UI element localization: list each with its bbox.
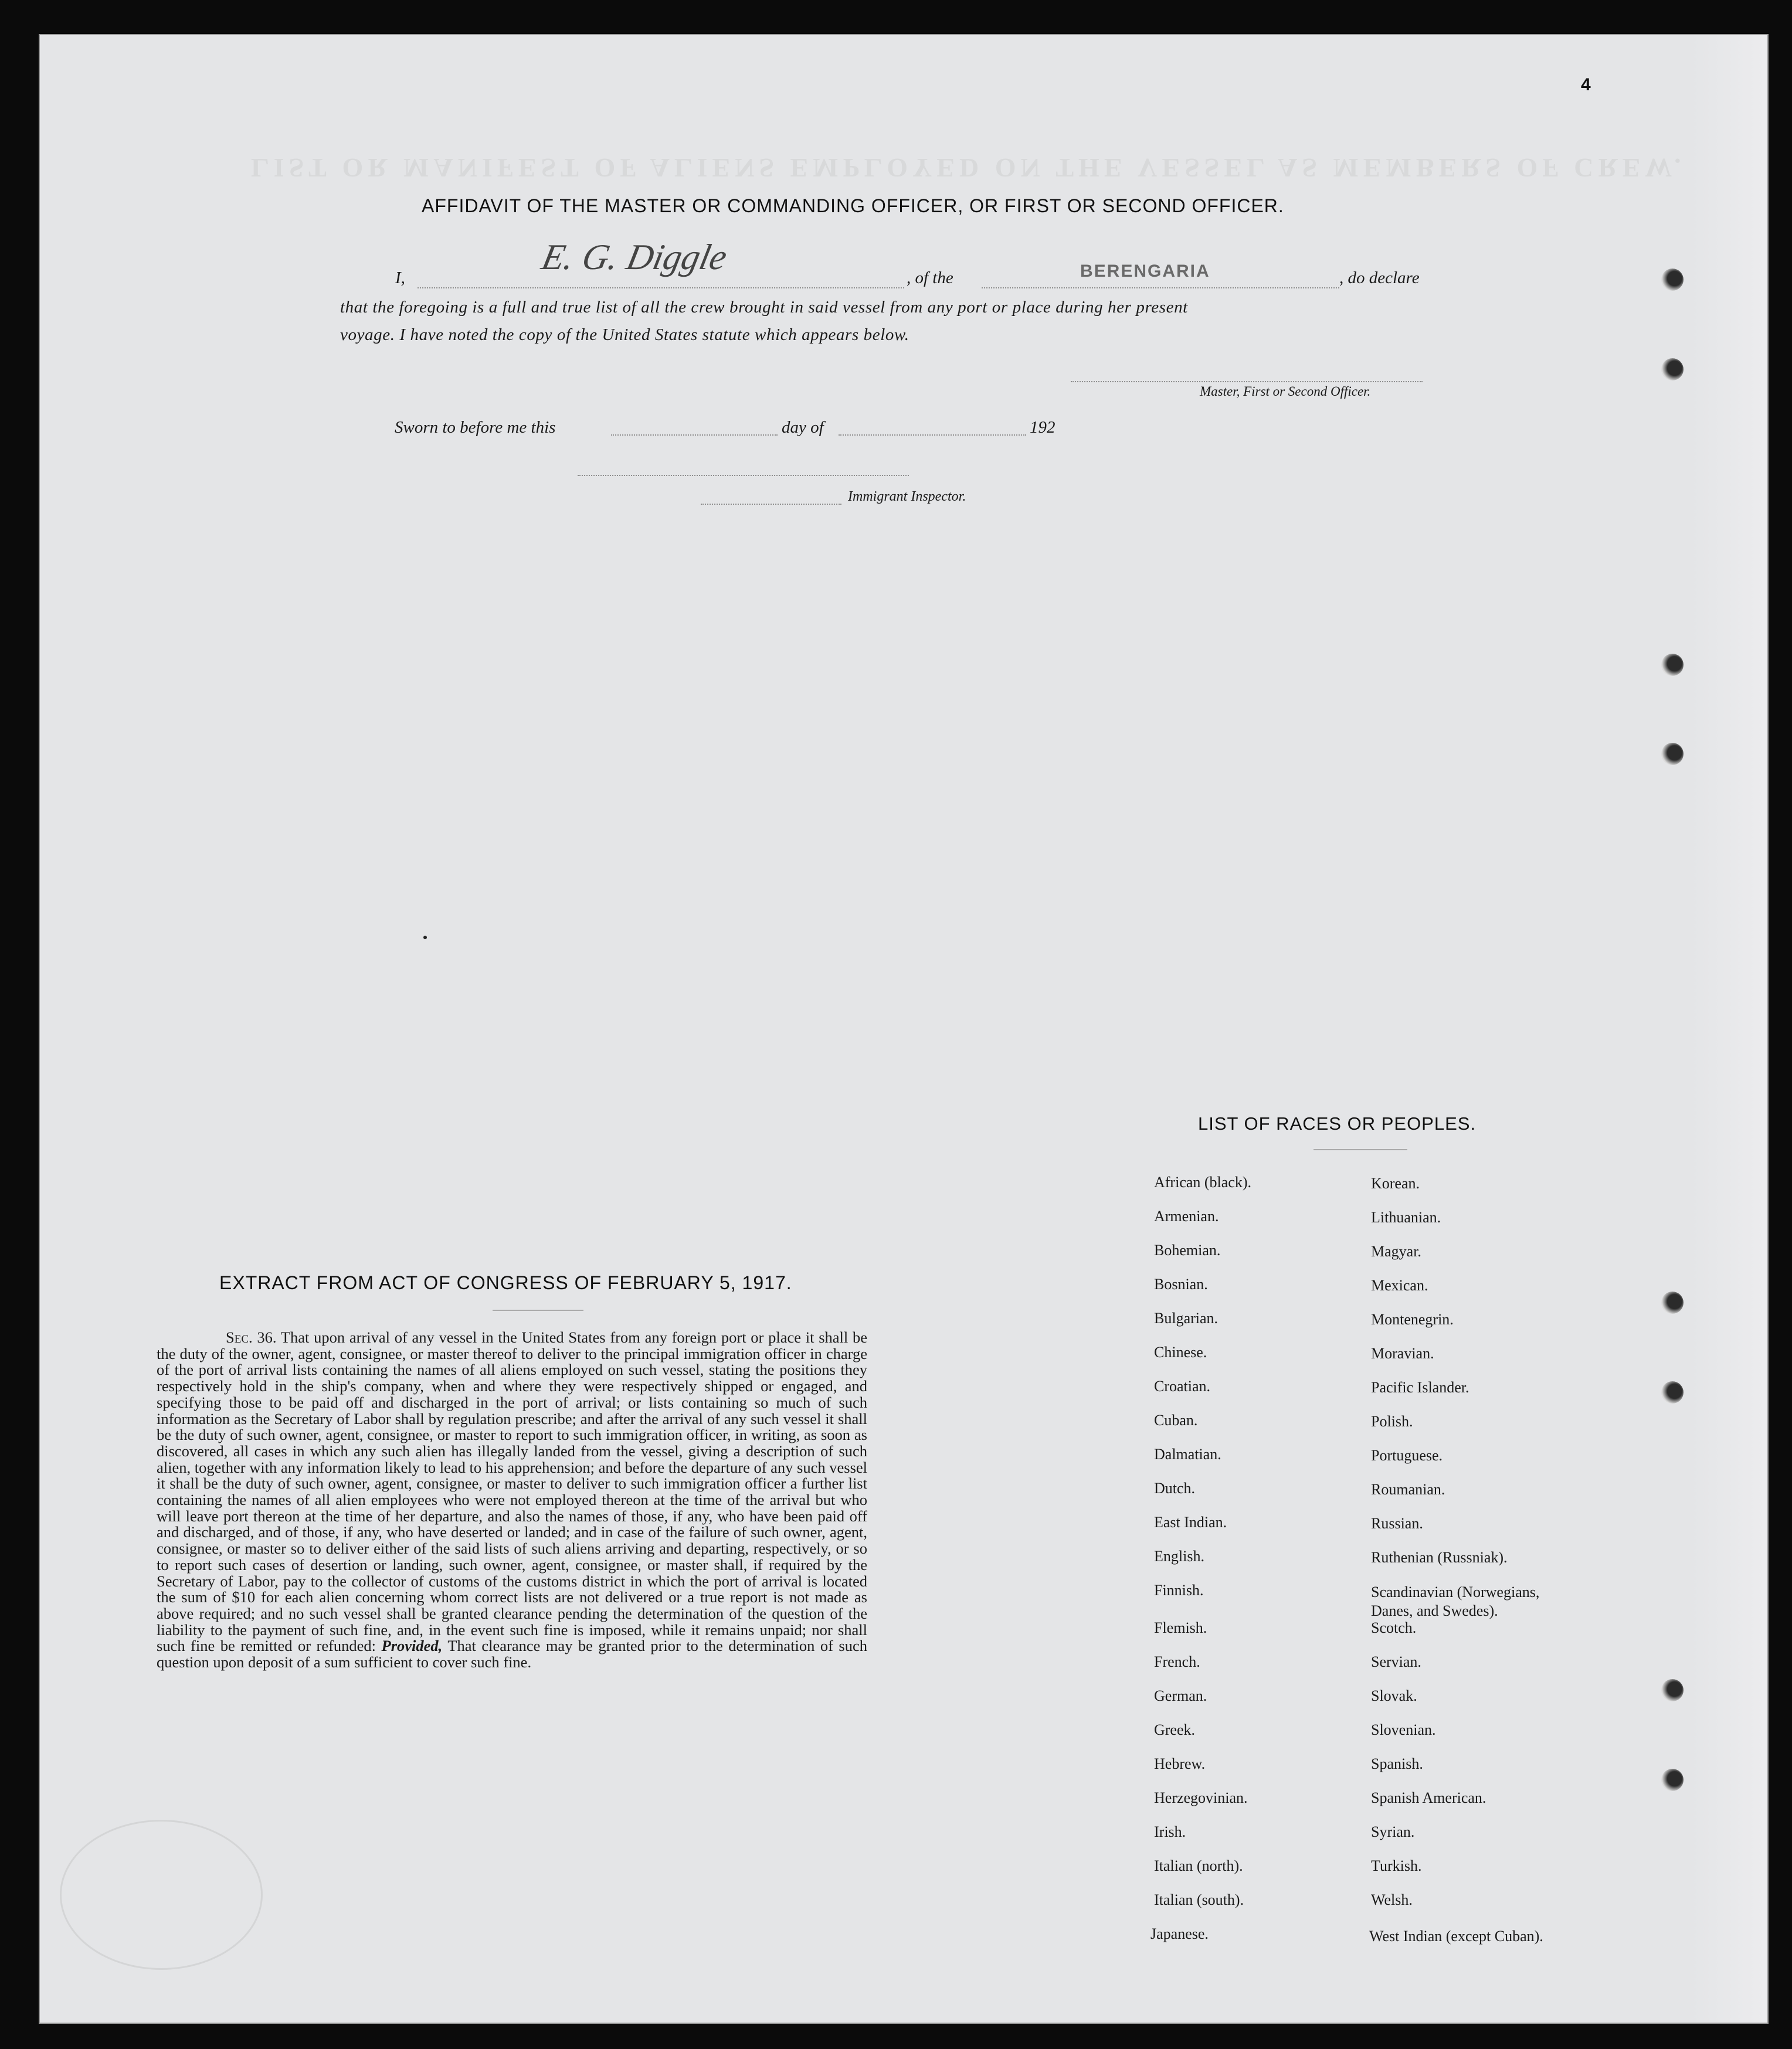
race-item: Slovak. <box>1371 1687 1417 1704</box>
race-item: Flemish. <box>1154 1619 1207 1636</box>
race-item: Spanish. <box>1371 1755 1423 1772</box>
race-item: Montenegrin. <box>1371 1311 1454 1328</box>
race-item: Japanese. <box>1150 1925 1209 1942</box>
extract-title-rule <box>493 1310 583 1311</box>
year-prefix: 192 <box>1030 418 1055 437</box>
affidavit-title: AFFIDAVIT OF THE MASTER OR COMMANDING OFFICER, OR FIRST OR SECOND OFFICER. <box>422 195 1284 216</box>
race-item: Slovenian. <box>1371 1721 1436 1738</box>
race-item: Ruthenian (Russniak). <box>1371 1549 1508 1566</box>
race-item: Magyar. <box>1371 1243 1421 1260</box>
binder-hole-4 <box>1661 743 1684 765</box>
binder-hole-1 <box>1661 269 1684 291</box>
race-item: Russian. <box>1371 1515 1423 1532</box>
affidavit-line-2: that the foregoing is a full and true list of all the crew brought in said vessel from any port or place during her present <box>340 298 1188 317</box>
i-label: I, <box>395 269 405 287</box>
race-item: Chinese. <box>1154 1344 1207 1361</box>
extract-text-b: That clearance may be granted prior to the determination of such question upon deposit of a sum sufficient to cover such fine. <box>157 1637 868 1671</box>
race-item: Lithuanian. <box>1371 1209 1441 1226</box>
race-item: Korean. <box>1371 1175 1420 1192</box>
extract-body <box>157 1330 867 1671</box>
race-item: French. <box>1154 1653 1200 1670</box>
master-signature-line <box>1071 381 1423 382</box>
races-title-rule <box>1314 1149 1407 1150</box>
race-item: Spanish American. <box>1371 1789 1486 1806</box>
race-item: Scandinavian (Norwegians, Danes, and Swedes). <box>1371 1584 1540 1619</box>
race-item: Greek. <box>1154 1721 1196 1738</box>
race-item: Bulgarian. <box>1154 1310 1219 1327</box>
sworn-month-line <box>839 434 1026 436</box>
race-item: Portuguese. <box>1371 1447 1443 1464</box>
extract-title: EXTRACT FROM ACT OF CONGRESS OF FEBRUARY 5, 1917. <box>219 1272 792 1293</box>
officer-signature: E. G. Diggle <box>538 237 731 277</box>
day-of-label: day of <box>782 418 824 437</box>
race-item: East Indian. <box>1154 1514 1227 1531</box>
race-item: German. <box>1154 1687 1207 1704</box>
race-item: Roumanian. <box>1371 1481 1445 1498</box>
binder-hole-5 <box>1661 1292 1684 1314</box>
race-item: Mexican. <box>1371 1277 1428 1294</box>
race-item: Cuban. <box>1154 1412 1198 1429</box>
of-the-label: , of the <box>907 269 953 287</box>
master-label: Master, First or Second Officer. <box>1200 384 1371 399</box>
race-item: Dalmatian. <box>1154 1446 1221 1463</box>
vessel-name: BERENGARIA <box>1080 261 1210 281</box>
sworn-label: Sworn to before me this <box>395 418 556 437</box>
race-item: Moravian. <box>1371 1345 1434 1362</box>
race-item: Servian. <box>1371 1653 1421 1670</box>
race-item: Bohemian. <box>1154 1242 1221 1259</box>
binder-hole-6 <box>1661 1381 1684 1404</box>
race-item: Armenian. <box>1154 1208 1219 1225</box>
races-title: LIST OF RACES OR PEOPLES. <box>1198 1113 1477 1134</box>
race-item: Hebrew. <box>1154 1755 1206 1772</box>
binder-edge <box>1691 35 1767 2023</box>
do-declare-label: , do declare <box>1339 269 1420 287</box>
race-item: English. <box>1154 1548 1204 1565</box>
binder-hole-2 <box>1661 358 1684 380</box>
binder-hole-8 <box>1661 1769 1684 1791</box>
name-line <box>418 287 904 288</box>
section-label: Sec. 36. <box>226 1328 277 1346</box>
ink-speck <box>423 936 427 939</box>
inspector-line-upper <box>578 475 909 476</box>
extract-text-a: That upon arrival of any vessel in the United States from any foreign port or place it shall be the duty of the owner, agent, consignee, or master thereof to deliver to the principal immigration officer in charge of the port of arrival lists containing the names of all aliens employed on such vessel, stating the positions they respectively hold in the ship's company, when and where they were respectively shipped or engaged, and specifying those to be paid off and discharged in the port of arrival; or lists containing so much of such information as the Secretary of Labor shall by regulation prescribe; and after the arrival of any such vessel it shall be the duty of such owner, agent, consignee, or master to report to such immigration officer, in writing, as soon as discovered, all cases in which any such alien has illegally landed from the vessel, giving a description of such alien, together with any information likely to lead to his apprehension; and before the departure of any such vessel it shall be the duty of such owner, agent, consignee, or master to deliver to such immigration officer a further list containing the names of all alien employees who were not employed thereon at the time of the arrival but who will leave port thereon at the time of her departure, and also the names of those, if any, who have been paid off and discharged, and of those, if any, who have deserted or landed; and in case of the failure of such owner, agent, consignee, or master so to deliver either of the said lists of such aliens arriving and departing, respectively, or so to report such cases of desertion or landing, such owner, agent, consignee, or master shall, if required by the Secretary of Labor, pay to the collector of customs of the customs district in which the port of arrival is located the sum of $10 for each alien concerning whom correct lists are not delivered or a true report is not made as above required; and no such vessel shall be granted clearance pending the determination of the question of the liability to the payment of such fine, and, in the event such fine is imposed, while it remains unpaid; nor shall such fine be remitted or refunded: <box>157 1328 867 1655</box>
sworn-day-line <box>611 434 778 436</box>
race-item: Syrian. <box>1371 1823 1415 1840</box>
race-item: Croatian. <box>1154 1378 1211 1395</box>
faded-stamp <box>60 1820 263 1970</box>
race-item: Dutch. <box>1154 1480 1196 1497</box>
race-item: Italian (south). <box>1154 1891 1244 1908</box>
race-item: Scotch. <box>1371 1619 1417 1636</box>
race-item: Finnish. <box>1154 1582 1204 1599</box>
bleed-through-heading: LIST OR MANIFEST OF ALIENS EMPLOYED ON THE VESSEL AS MEMBERS OF CREW. <box>251 153 1686 183</box>
race-item: African (black). <box>1154 1174 1252 1191</box>
race-item: Herzegovinian. <box>1154 1789 1248 1806</box>
race-item: Turkish. <box>1371 1857 1422 1874</box>
inspector-label: Immigrant Inspector. <box>848 489 966 504</box>
race-item: Irish. <box>1154 1823 1186 1840</box>
race-item: Pacific Islander. <box>1371 1379 1469 1396</box>
race-item: West Indian (except Cuban). <box>1369 1928 1543 1945</box>
inspector-line <box>701 504 841 505</box>
affidavit-line-3: voyage. I have noted the copy of the United States statute which appears below. <box>340 325 909 344</box>
race-item: Italian (north). <box>1154 1857 1243 1874</box>
race-item: Polish. <box>1371 1413 1413 1430</box>
vessel-line <box>982 287 1339 288</box>
provided-word: Provided, <box>381 1637 443 1655</box>
race-item: Bosnian. <box>1154 1276 1208 1293</box>
binder-hole-3 <box>1661 654 1684 676</box>
page-number: 4 <box>1581 75 1591 94</box>
binder-hole-7 <box>1661 1679 1684 1701</box>
race-item: Welsh. <box>1371 1891 1413 1908</box>
